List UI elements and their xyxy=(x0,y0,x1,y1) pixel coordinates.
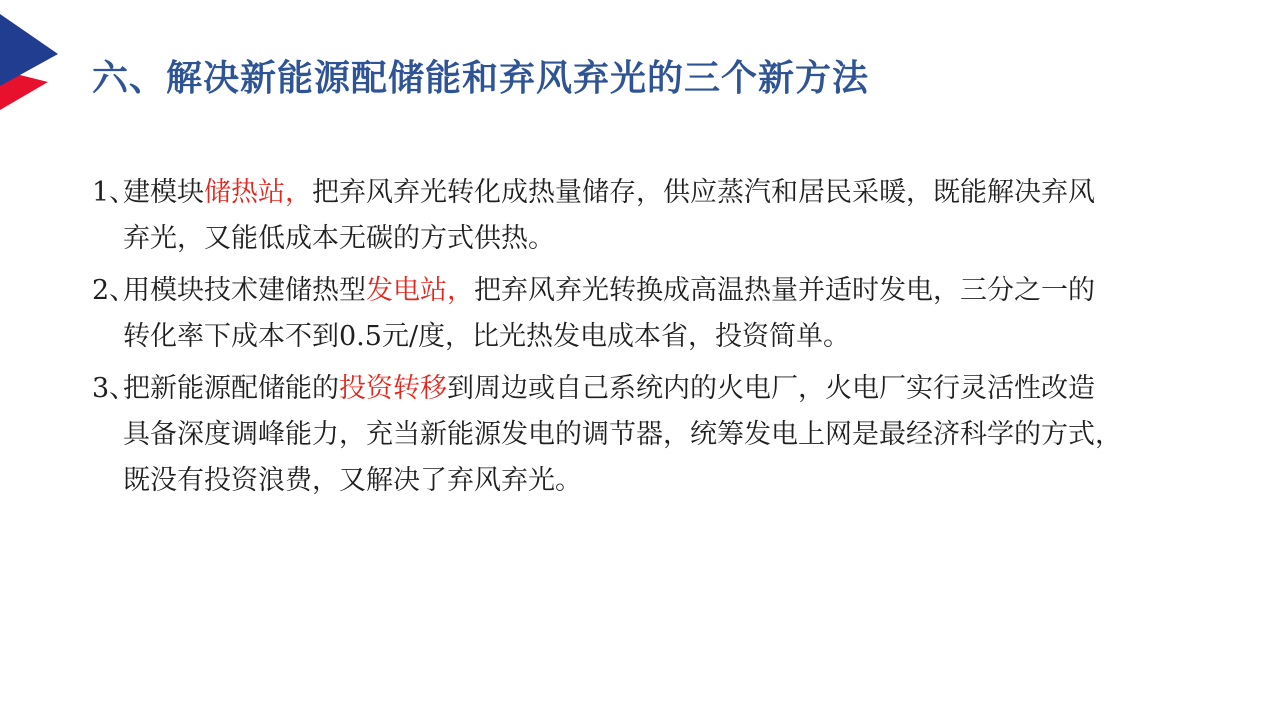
highlighted-text-segment: 储热站， xyxy=(204,177,312,208)
point-line xyxy=(123,216,1162,262)
text-segment: 既没有投资浪费，又解决了弃风弃光。 xyxy=(123,465,582,496)
point-item xyxy=(92,366,1162,504)
text-segment: 转化率下成本不到0.5元/度，比光热发电成本省，投资简单。 xyxy=(123,321,851,352)
text-segment: 用模块技术建储热型 xyxy=(123,275,366,306)
point-line xyxy=(123,314,1162,360)
point-line xyxy=(123,366,1162,412)
point-lines xyxy=(123,268,1162,360)
text-segment: 把新能源配储能的 xyxy=(123,373,339,404)
point-item xyxy=(92,170,1162,262)
point-marker: 1、 xyxy=(92,177,137,208)
highlighted-text-segment: 投资转移 xyxy=(339,373,447,404)
point-marker: 2、 xyxy=(92,275,137,306)
slide-corner-decoration xyxy=(0,0,64,118)
points-list xyxy=(92,170,1162,510)
text-segment: 把弃风弃光转化成热量储存，供应蒸汽和居民采暖，既能解决弃风 xyxy=(312,177,1095,208)
point-item xyxy=(92,268,1162,360)
point-line xyxy=(123,268,1162,314)
point-lines xyxy=(123,170,1162,262)
point-lines xyxy=(123,366,1162,504)
text-segment: 把弃风弃光转换成高温热量并适时发电，三分之一的 xyxy=(474,275,1095,306)
point-marker: 3、 xyxy=(92,373,137,404)
text-segment: 建模块 xyxy=(123,177,204,208)
point-line xyxy=(123,170,1162,216)
highlighted-text-segment: 发电站， xyxy=(366,275,474,306)
text-segment: 到周边或自己系统内的火电厂，火电厂实行灵活性改造 xyxy=(447,373,1095,404)
point-line xyxy=(123,458,1162,504)
point-line xyxy=(123,412,1162,458)
slide-title: 六、解决新能源配储能和弃风弃光的三个新方法 xyxy=(92,57,870,99)
text-segment: 弃光，又能低成本无碳的方式供热。 xyxy=(123,223,555,254)
text-segment: 具备深度调峰能力，充当新能源发电的调节器，统筹发电上网是最经济科学的方式， xyxy=(123,419,1122,450)
